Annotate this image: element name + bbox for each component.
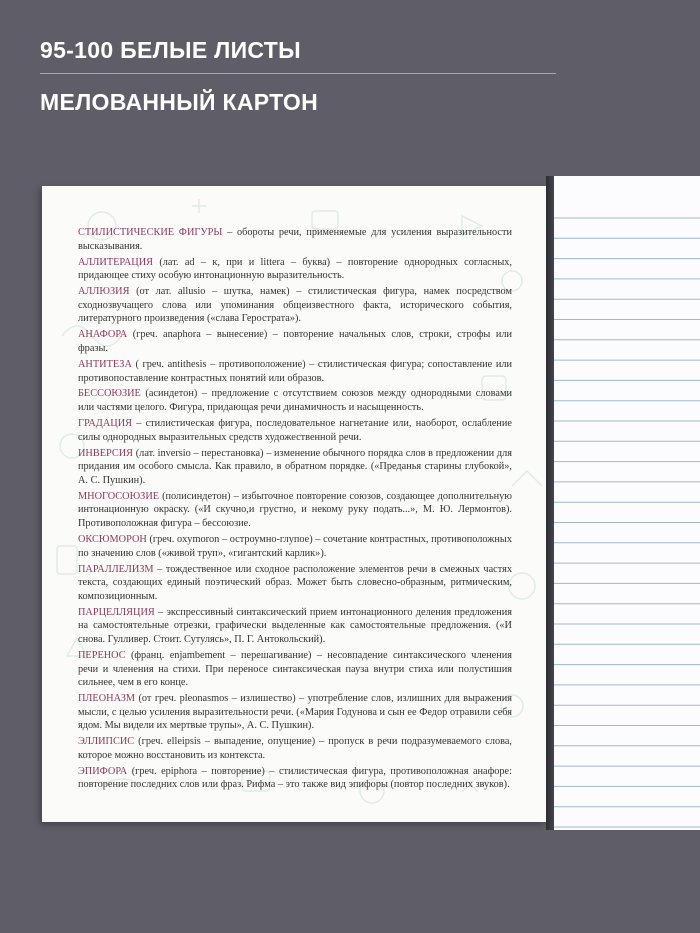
lined-inner-page [554, 176, 700, 830]
glossary-entry [78, 533, 512, 560]
glossary-definition: – обороты речи, применяемые для усиления выразительности высказывания. [78, 227, 512, 252]
glossary-term: АЛЛЮЗИЯ [78, 286, 130, 298]
glossary-term: ИНВЕРСИЯ [78, 447, 134, 459]
glossary-term: ПЕРЕНОС [78, 649, 126, 661]
glossary-entry [78, 285, 512, 326]
glossary-term: ЭЛЛИПСИС [78, 736, 135, 748]
glossary-term: АЛЛИТЕРАЦИЯ [78, 256, 154, 268]
glossary-entry [78, 226, 512, 253]
glossary-definition: – экспрессивный синтаксический прием интонационного деления предложения на самостоятельные отрезки, графически выделенные как самостоятельные предложения. («И снова. Гулливер. Стоит. Сутулясь», П. Г. Антокольский). [78, 606, 512, 645]
headline-sheets: 95-100 БЕЛЫЕ ЛИСТЫ [40, 37, 301, 63]
glossary-entry [78, 490, 512, 531]
glossary-term: СТИЛИСТИЧЕСКИЕ ФИГУРЫ [78, 227, 223, 238]
glossary-definition: (от греч. pleonasmos – излишество) – употребление слов, излишних для выражения мысли, с целью усиления выразительности речи. («Мария Годунова и сын ее Федор отравили себя ядом. Мы видели их мертвые трупы», А. С. Пушкин). [78, 693, 512, 732]
glossary-entry [78, 256, 512, 283]
glossary-term: ГРАДАЦИЯ [78, 418, 132, 430]
glossary-definition: (от лат. allusio – шутка, намек) – стилистическая фигура, намек посредством сходнозвучащего слова или упоминания общеизвестного факта, исторического события, литературного произведения («слава Герострата»). [78, 286, 512, 325]
glossary-entry [78, 563, 512, 604]
glossary-entry [78, 692, 512, 733]
ruled-lines [554, 176, 700, 830]
glossary-term: ОКСЮМОРОН [78, 533, 147, 545]
glossary-term: ПЛЕОНАЗМ [78, 693, 136, 705]
glossary-term: ЭПИФОРА [78, 765, 128, 777]
headline-cardboard: МЕЛОВАННЫЙ КАРТОН [40, 89, 319, 115]
glossary-entry [78, 735, 512, 762]
glossary-entry [78, 649, 512, 690]
glossary-term: ПАРАЛЛЕЛИЗМ [78, 563, 154, 575]
glossary-term: МНОГОСОЮЗИЕ [78, 490, 160, 502]
glossary-definition: (полисиндетон) – избыточное повторение союзов, создающее дополнительную интонационную окраску. («И скучно,и грустно, и некому руку подать...», М. Ю. Лермонтов). Противоположная фигура – бессоюзие. [78, 490, 512, 529]
glossary-definition: (франц. enjambement – перешагивание) – несовпадение синтаксического членения речи и членения на стихи. При переносе синтаксическая пауза внутри стиха или полустишия сильнее, чем в его конце. [78, 649, 512, 689]
glossary-definition: ( греч. antithesis – противоположение) – стилистическая фигура; сопоставление или противопоставление контрастных понятий или образов. [78, 358, 512, 384]
glossary-term: АНТИТЕЗА [78, 358, 132, 370]
glossary-entry [78, 417, 512, 444]
glossary-definition: (греч. anaphora – вынесение) – повторение начальных слов, строки, строфы или фразы. [78, 329, 512, 354]
stylistic-figures-glossary [78, 226, 512, 794]
notebook-cover-page [42, 186, 548, 822]
glossary-entry [78, 447, 512, 488]
glossary-definition: (асиндетон) – предложение с отсутствием союзов между однородными словами или частями целого. Фигура, придающая речи динамичность и насыщенность. [78, 388, 512, 414]
glossary-entry [78, 358, 512, 385]
glossary-entry [78, 387, 512, 414]
glossary-definition: (греч. epiphora – повторение) – стилистическая фигура, противоположная анафоре: повторение последних слов или фраз. Рифма – это также вид эпифоры (повтор последних звуков). [78, 765, 512, 791]
glossary-entry [78, 765, 512, 792]
glossary-definition: – стилистическая фигура, последовательное нагнетание или, наоборот, ослабление силы однородных выразительных средств художественной речи. [78, 418, 512, 443]
glossary-definition: – тождественное или сходное расположение элементов речи в смежных частях текста, создающих единый поэтический образ. Может быть словесно-образным, ритмическим, композиционным. [78, 563, 512, 602]
glossary-definition: (греч. elleipsis – выпадение, опущение) – пропуск в речи подразумеваемого слова, которое можно восстановить из контекста. [78, 736, 512, 761]
glossary-term: БЕССОЮЗИЕ [78, 388, 141, 400]
glossary-entry [78, 606, 512, 647]
glossary-term: ПАРЦЕЛЛЯЦИЯ [78, 606, 155, 618]
glossary-definition: (лат. inversio – перестановка) – изменение обычного порядка слов в предложении для придания им особого смысла. Как правило, в обратном порядке. («Преданья старины глубокой», А. С. Пушкин). [78, 447, 512, 486]
glossary-term: АНАФОРА [78, 329, 128, 341]
glossary-entry [78, 328, 512, 355]
glossary-definition: (греч. oxymoron – остроумно-глупое) – сочетание контрастных, противоположных по значению слов («живой труп», «гигантский карлик»). [78, 533, 512, 559]
header-divider [40, 73, 556, 74]
glossary-definition: (лат. ad – к, при и littera – буква) – повторение однородных согласных, придающее стиху особую интонационную выразительность. [78, 256, 512, 282]
